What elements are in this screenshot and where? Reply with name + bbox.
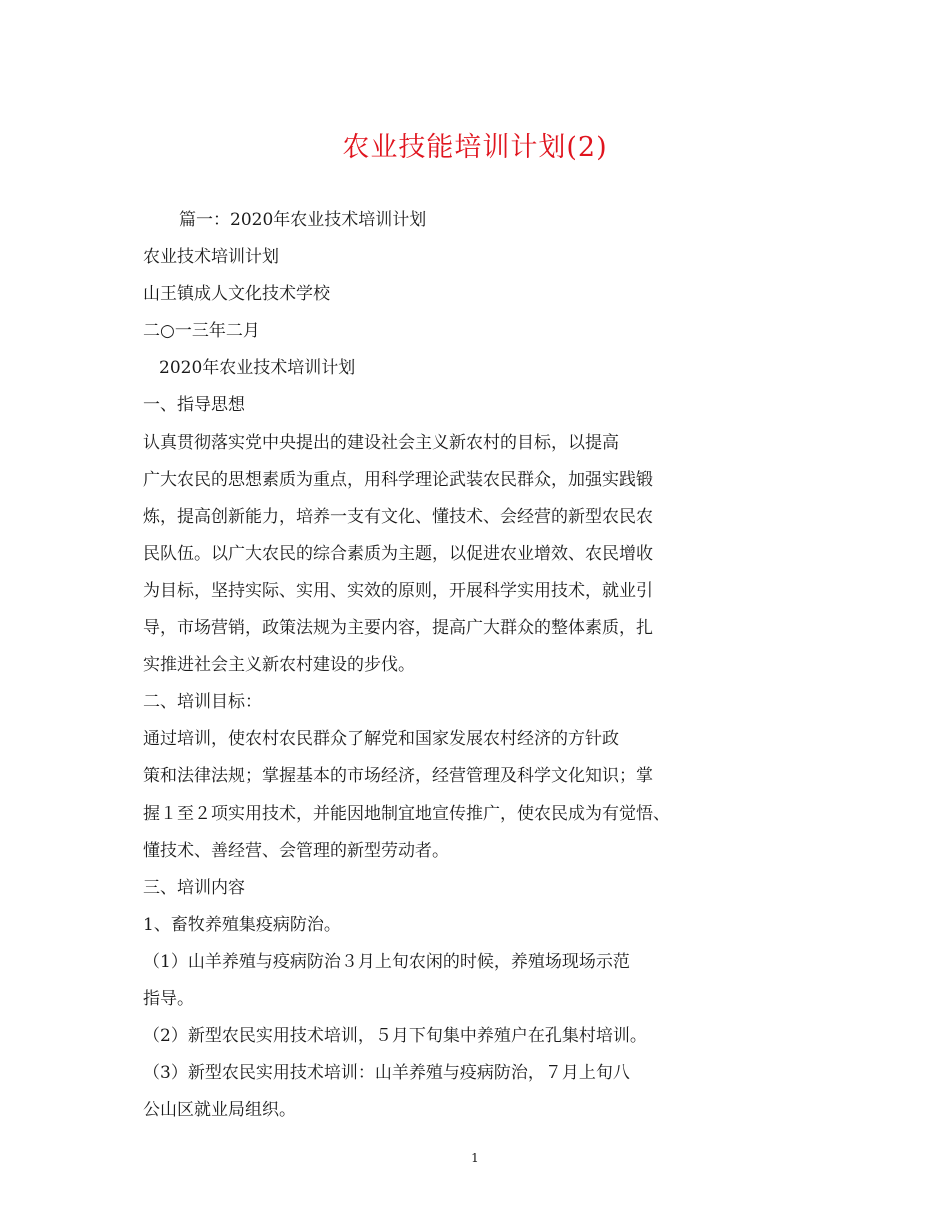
text-line: 懂技术、善经营、会管理的新型劳动者。 [143,840,449,861]
text-line: 公山区就业局组织。 [143,1100,296,1121]
text-line: 2020年农业技术培训计划 [159,358,356,379]
text-line: 实推进社会主义新农村建设的步伐。 [143,655,415,676]
text-line: 民队伍。以广大农民的综合素质为主题，以促进农业增效、农民增收 [143,543,653,564]
text-line: 指导。 [143,988,194,1009]
document-title: 农业技能培训计划(2) [342,132,608,163]
list-item: （3）新型农民实用技术培训：山羊养殖与疫病防治，７月上旬八 [143,1063,630,1084]
text-line: 通过培训，使农村农民群众了解党和国家发展农村经济的方针政 [143,729,619,750]
text-line: 山王镇成人文化技术学校 [143,284,330,305]
list-item: 1、畜牧养殖集疫病防治。 [143,914,341,935]
text-line: 认真贯彻落实党中央提出的建设社会主义新农村的目标，以提高 [143,432,619,453]
text-line: 策和法律法规；掌握基本的市场经济，经营管理及科学文化知识；掌 [143,766,653,787]
list-item: （1）山羊养殖与疫病防治３月上旬农闲的时候，养殖场现场示范 [143,951,630,972]
text-line: 导，市场营销，政策法规为主要内容，提高广大群众的整体素质，扎 [143,618,653,639]
text-line: 篇一：2020年农业技术培训计划 [179,210,427,230]
document-body [143,202,723,1129]
page-number: 1 [471,1151,479,1165]
text-line: 农业技术培训计划 [143,247,279,268]
text-line: 为目标，坚持实际、实用、实效的原则，开展科学实用技术，就业引 [143,580,653,601]
text-line: 广大农民的思想素质为重点，用科学理论武装农民群众，加强实践锻 [143,469,653,490]
text-line: 二○一三年二月 [143,321,260,342]
list-item: （2）新型农民实用技术培训，５月下旬集中养殖户在孔集村培训。 [143,1026,647,1047]
section-heading: 二、培训目标： [143,692,262,713]
section-heading: 三、培训内容 [143,877,245,898]
text-line: 炼，提高创新能力，培养一支有文化、懂技术、会经营的新型农民农 [143,506,653,527]
section-heading: 一、指导思想 [143,395,245,416]
text-line: 握１至２项实用技术，并能因地制宜地宣传推广，使农民成为有觉悟、 [143,803,670,824]
